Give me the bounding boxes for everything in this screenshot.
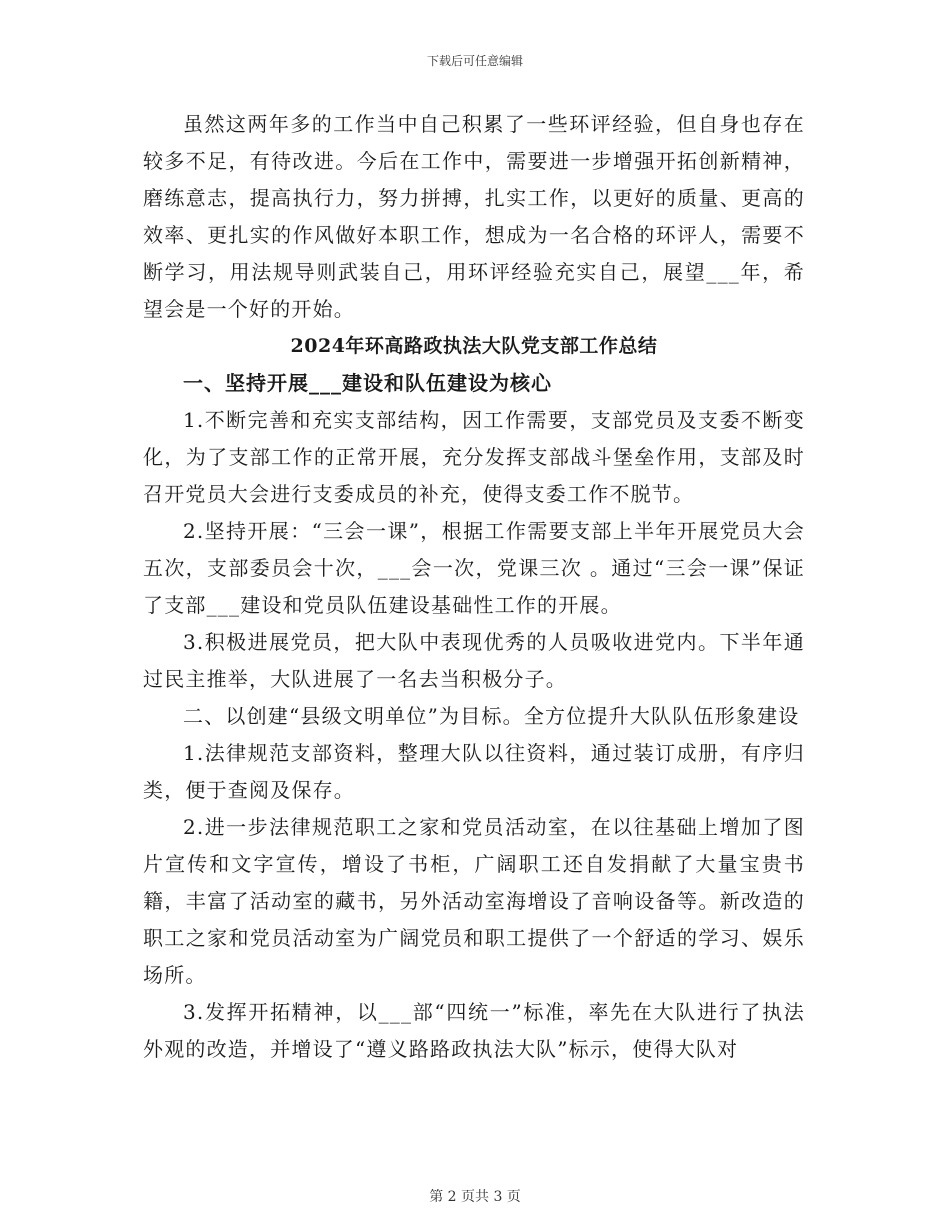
header-note: 下载后可任意编辑	[426, 54, 523, 68]
list-item: 1.不断完善和充实支部结构，因工作需要，支部党员及支委不断变化，为了支部工作的正常开展，充分发挥支部战斗堡垒作用，支部及时召开党员大会进行支委成员的补充，使得支委工作不脱节。	[143, 408, 805, 506]
list-item: 2.坚持开展：“三会一课”，根据工作需要支部上半年开展党员大会五次，支部委员会十次，___会一次，党课三次 。通过“三会一课”保证了支部___建设和党员队伍建设基础性工作的开展。	[143, 519, 805, 617]
list-item: 1.法律规范支部资料，整理大队以往资料，通过装订成册，有序归类，便于查阅及保存。	[143, 741, 805, 802]
paragraph-intro: 虽然这两年多的工作当中自己积累了一些环评经验，但自身也存在较多不足，有待改进。今后在工作中，需要进一步增强开拓创新精神，磨练意志，提高执行力，努力拼搏，扎实工作，以更好的质量、更高的效率、更扎实的作风做好本职工作，想成为一名合格的环评人，需要不断学习，用法规导则武装自己，用环评经验充实自己，展望___年，希望会是一个好的开始。	[143, 112, 805, 321]
document-body	[143, 106, 805, 1068]
section-title: 2024年环高路政执法大队党支部工作总结	[290, 335, 658, 357]
heading-two: 二、以创建“县级文明单位”为目标。全方位提升大队队伍形象建设	[183, 704, 800, 728]
list-item: 2.进一步法律规范职工之家和党员活动室，在以往基础上增加了图片宣传和文字宣传，增设了书柜，广阔职工还自发捐献了大量宝贵书籍，丰富了活动室的藏书，另外活动室海增设了音响设备等。新改造的职工之家和党员活动室为广阔党员和职工提供了一个舒适的学习、娱乐场所。	[143, 815, 805, 987]
list-item: 3.积极进展党员，把大队中表现优秀的人员吸收进党内。下半年通过民主推举，大队进展了一名去当积极分子。	[143, 630, 805, 691]
heading-one: 一、坚持开展___建设和队伍建设为核心	[183, 371, 552, 395]
list-item: 3.发挥开拓精神，以___部“四统一”标准，率先在大队进行了执法外观的改造，并增设了“遵义路路政执法大队”标示，使得大队对	[143, 1000, 805, 1061]
page-footer: 第 2 页共 3 页	[429, 1189, 521, 1205]
